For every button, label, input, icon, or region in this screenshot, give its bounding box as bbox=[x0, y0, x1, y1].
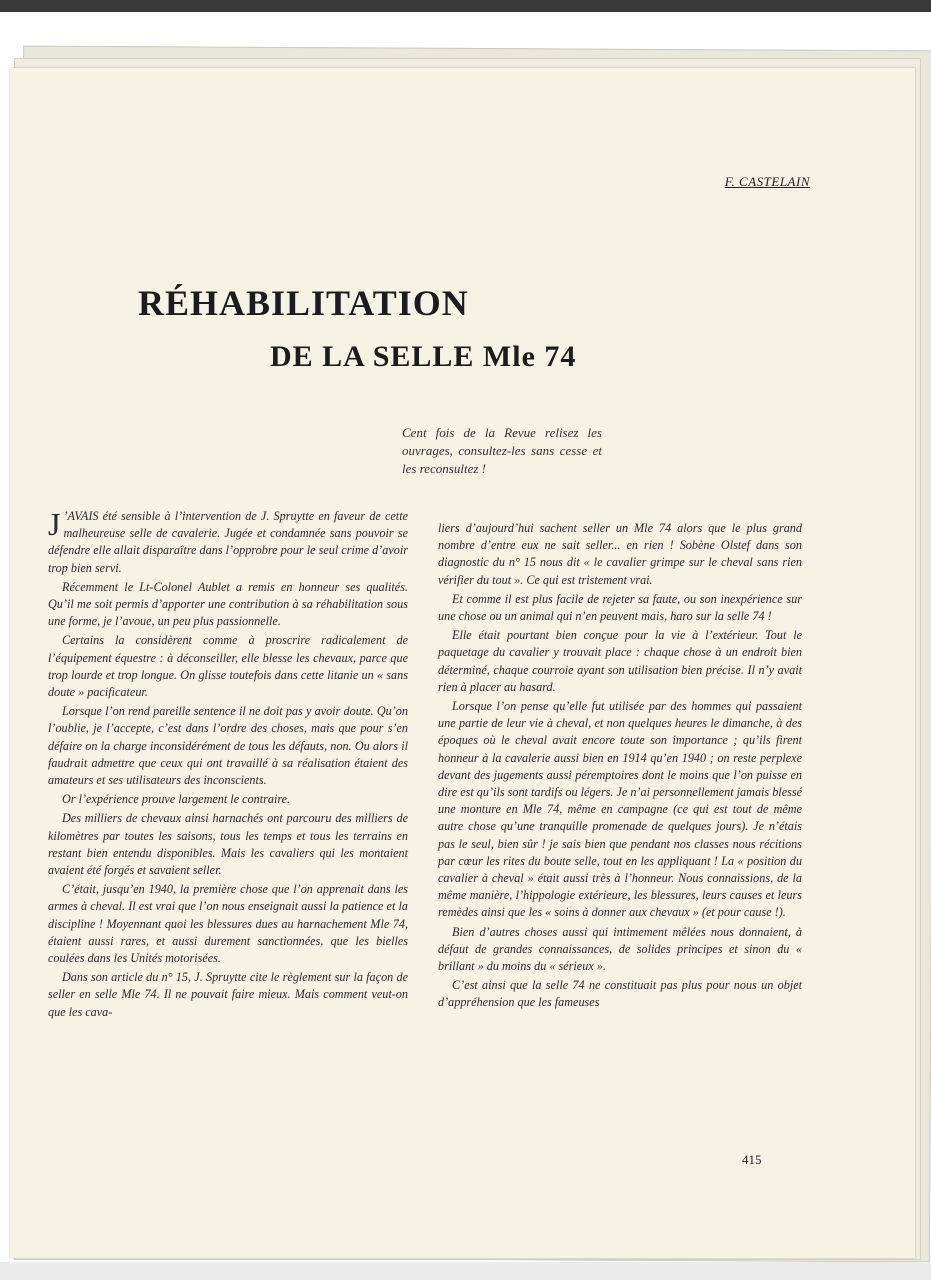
title-line-1: RÉHABILITATION bbox=[138, 283, 469, 323]
paragraph: Lorsque l’on pense qu’elle fut utilisée par des hommes qui passaient une partie de leur vie à cheval, et non quelques heures le dimanche, à des époques où le cheval avait encore toute son importance ; qu’ils firent honneur à la cavalerie aussi bien en 1914 qu’en 1940 ; on reste perplexe devant des jugements aussi péremptoires dont le moins que l’on puisse en dire est qu’ils sont tardifs ou légers. Je n’ai personnellement jamais blessé une monture en Mle 74, même en campagne (ce qui est tout de même autre chose qu’une tranquille promenade de quelques jours). Je n’étais pas le seul, bien sûr ! je sais bien que pendant nos classes nous récitions par cœur les rites du boute selle, tout en les appliquant ! La « position du cavalier à cheval » était aussi très à l’honneur. Nous connaissions, de la même manière, l’hippologie extérieure, les blessures, leurs causes et leurs remèdes ainsi que les « soins à donner aux chevaux » (et pour cause !). bbox=[438, 699, 802, 920]
paragraph: Et comme il est plus facile de rejeter sa faute, ou son inexpérience sur une chose ou un animal qui n’en peuvent mais, haro sur la selle 74 ! bbox=[438, 591, 802, 624]
author-name: F. CASTELAIN bbox=[724, 174, 810, 189]
title-line-2: DE LA SELLE Mle 74 bbox=[270, 340, 577, 373]
scanner-bottom-edge bbox=[0, 1262, 931, 1280]
paragraph: liers d’aujourd’hui sachent seller un Mle 74 alors que le plus grand nombre d’entre eux ne sait seller... en rien ! Sobène Olstef dans son diagnostic du n° 15 nous dit « le cavalier grimpe sur le cheval sans rien vérifier du tout ». Ce qui est tristement vrai. bbox=[438, 521, 802, 587]
paragraph: C’est ainsi que la selle 74 ne constituait pas plus pour nous un objet d’appréhension que les fameuses bbox=[438, 978, 802, 1010]
epigraph: Cent fois de la Revue relisez les ouvrages, consultez-les sans cesse et les reconsultez ! bbox=[402, 425, 602, 476]
paragraph: Dans son article du n° 15, J. Spruytte cite le règlement sur la façon de seller en selle Mle 74. Il ne pouvait faire mieux. Mais comment veut-on que les cava- bbox=[48, 970, 408, 1019]
paragraph: Or l’expérience prouve largement le contraire. bbox=[62, 792, 291, 807]
paragraph: C’était, jusqu’en 1940, la première chose que l’on apprenait dans les armes à cheval. Il est vrai que l’on nous enseignait aussi la patience et la discipline ! Moyennant quoi les blessures dues au harnachement Mle 74, étaient aussi rares, et aussi durement sanctionnées, que les bielles coulées dans les Unités motorisées. bbox=[48, 882, 408, 966]
paragraph: Des milliers de chevaux ainsi harnachés ont parcouru des milliers de kilomètres par toutes les saisons, tous les temps et tous les terrains en restant bien entendu disponibles. Mais les cavaliers qui les montaient avaient été forgés et savaient seller. bbox=[48, 811, 408, 878]
paragraph-text: ’AVAIS été sensible à l’intervention de J. Spruytte en faveur de cette malheureuse selle de cavalerie. Jugée et condamnée sans pouvoir se défendre elle allait disparaître dans l’opprobre pour le seul crime d’avoir trop bien servi. bbox=[48, 509, 408, 575]
document-page bbox=[10, 68, 915, 1258]
scanner-edge bbox=[0, 0, 931, 12]
paragraph: Bien d’autres choses aussi qui intimement mêlées nous donnaient, à défaut de grandes connaissances, de solides principes et sinon du « brillant » du moins du « sérieux ». bbox=[438, 924, 802, 974]
right-column bbox=[438, 520, 802, 1014]
paragraph: Lorsque l’on rend pareille sentence il ne doit pas y avoir doute. Qu’on l’oublie, je l’accepte, c’est dans l’ordre des choses, mais que pour s’en défaire on la charge inconsidérément de tous les défauts, non. Ou alors il faudrait admettre que ceux qui ont travaillé à sa réalisation étaient des amateurs et ses utilisateurs des inconscients. bbox=[48, 704, 408, 788]
paragraph: Récemment le Lt-Colonel Aublet a remis en honneur ses qualités. Qu’il me soit permis d’apporter une contribution à sa réhabilitation sous une forme, je l’avoue, un peu plus passionnelle. bbox=[48, 579, 408, 629]
left-column bbox=[48, 508, 408, 1023]
paragraph: Elle était pourtant bien conçue pour la vie à l’extérieur. Tout le paquetage du cavalier y trouvait place : chaque chose à un endroit bien déterminé, chaque courroie ayant son utilisation bien précise. Il n’y avait rien à placer au hasard. bbox=[438, 628, 802, 694]
drop-cap: J bbox=[48, 506, 61, 542]
paragraph: Certains la considèrent comme à proscrire radicalement de l’équipement équestre : à déconseiller, elle blesse les chevaux, parce que trop lourde et trop longue. On glisse toutefois dans cette litanie un « sans doute » pacificateur. bbox=[48, 633, 408, 700]
page-number: 415 bbox=[742, 1152, 762, 1167]
paragraph bbox=[48, 508, 408, 577]
